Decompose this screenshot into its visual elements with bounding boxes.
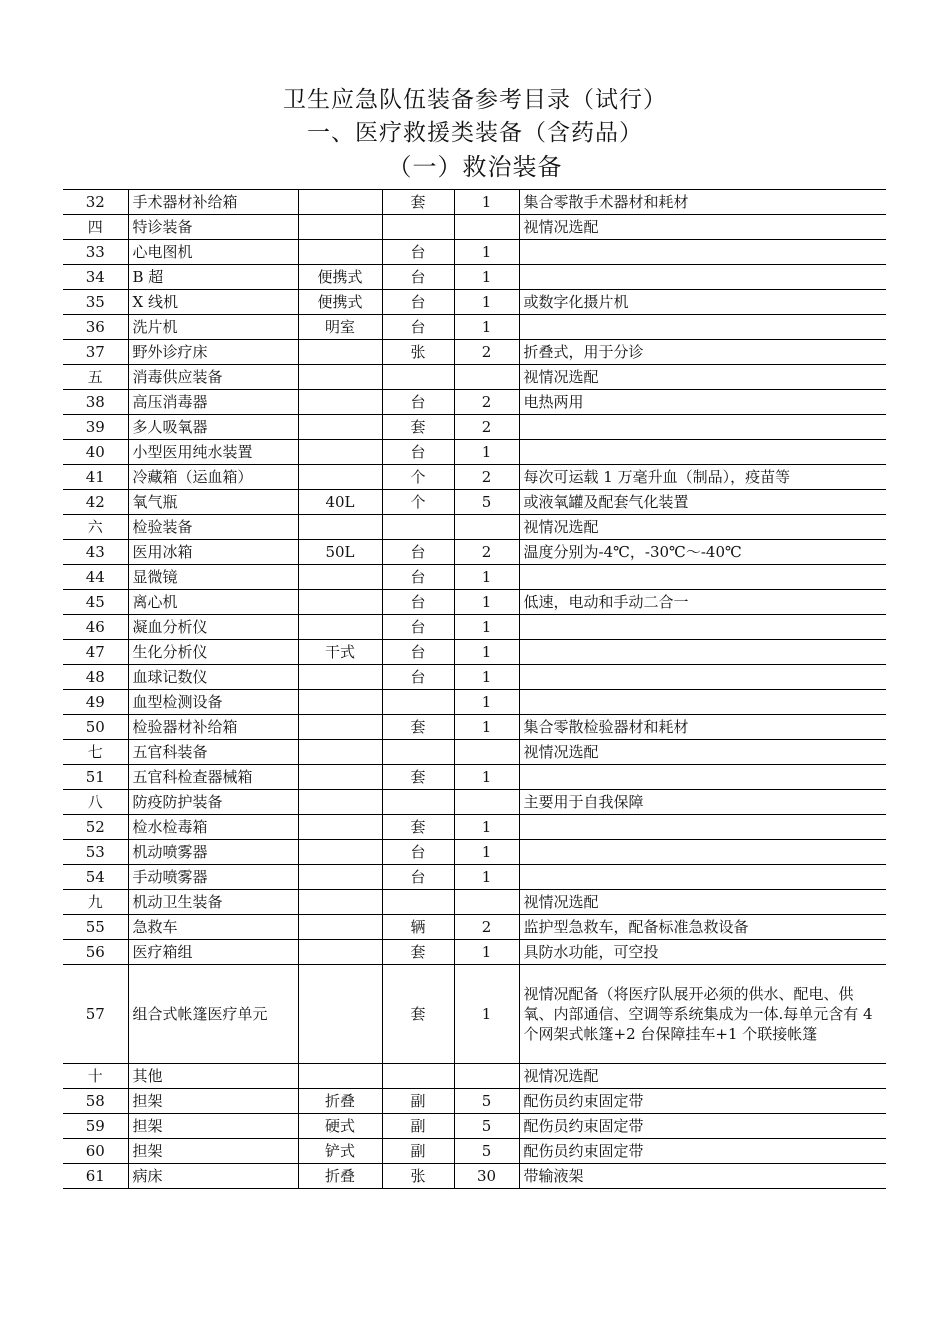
item-name-cell: 其他 [128,1064,298,1089]
item-number-cell: 四 [63,215,128,240]
table-row [63,490,886,515]
item-quantity-cell: 1 [454,265,519,290]
item-note-cell [519,440,886,465]
item-name-cell: 消毒供应装备 [128,365,298,390]
item-unit-cell: 套 [382,940,454,965]
item-quantity-cell: 1 [454,240,519,265]
table-row [63,315,886,340]
item-spec-cell: 便携式 [298,265,382,290]
item-spec-cell: 40L [298,490,382,515]
item-name-cell: 手动喷雾器 [128,865,298,890]
item-number-cell: 39 [63,415,128,440]
item-number-cell: 59 [63,1114,128,1139]
item-number-cell: 51 [63,765,128,790]
item-note-cell [519,840,886,865]
item-number-cell: 34 [63,265,128,290]
item-name-cell: 心电图机 [128,240,298,265]
item-quantity-cell [454,790,519,815]
subsection-title: （一）救治装备 [387,153,563,181]
item-name-cell: 多人吸氧器 [128,415,298,440]
item-spec-cell: 折叠 [298,1164,382,1189]
item-unit-cell: 台 [382,565,454,590]
item-quantity-cell: 5 [454,1139,519,1164]
table-row [63,590,886,615]
item-quantity-cell: 2 [454,540,519,565]
item-quantity-cell [454,215,519,240]
item-number-cell: 42 [63,490,128,515]
item-number-cell: 46 [63,615,128,640]
item-note-cell: 视情况选配 [519,365,886,390]
item-number-cell: 47 [63,640,128,665]
table-row [63,465,886,490]
item-unit-cell: 台 [382,590,454,615]
item-unit-cell: 台 [382,840,454,865]
item-quantity-cell: 1 [454,665,519,690]
item-unit-cell: 套 [382,815,454,840]
item-spec-cell [298,190,382,215]
item-quantity-cell [454,740,519,765]
table-row [63,440,886,465]
item-name-cell: 担架 [128,1114,298,1139]
item-name-cell: 氧气瓶 [128,490,298,515]
item-quantity-cell: 1 [454,315,519,340]
item-number-cell: 45 [63,590,128,615]
item-name-cell: 小型医用纯水装置 [128,440,298,465]
item-quantity-cell: 1 [454,840,519,865]
item-quantity-cell: 1 [454,565,519,590]
item-number-cell: 八 [63,790,128,815]
item-number-cell: 十 [63,1064,128,1089]
item-unit-cell: 副 [382,1089,454,1114]
item-quantity-cell: 30 [454,1164,519,1189]
item-note-cell: 或液氧罐及配套气化装置 [519,490,886,515]
table-row [63,265,886,290]
table-row [63,740,886,765]
item-quantity-cell [454,890,519,915]
item-spec-cell [298,565,382,590]
document-title: 卫生应急队伍装备参考目录（试行） [283,87,667,113]
item-number-cell: 38 [63,390,128,415]
item-spec-cell [298,515,382,540]
table-row [63,640,886,665]
item-quantity-cell: 1 [454,690,519,715]
item-unit-cell [382,215,454,240]
item-number-cell: 58 [63,1089,128,1114]
item-spec-cell [298,740,382,765]
item-spec-cell: 硬式 [298,1114,382,1139]
item-number-cell: 九 [63,890,128,915]
item-note-cell [519,665,886,690]
item-name-cell: 野外诊疗床 [128,340,298,365]
item-unit-cell [382,790,454,815]
item-spec-cell [298,440,382,465]
item-unit-cell: 个 [382,465,454,490]
item-quantity-cell [454,1064,519,1089]
item-quantity-cell: 1 [454,640,519,665]
item-number-cell: 56 [63,940,128,965]
item-number-cell: 37 [63,340,128,365]
item-quantity-cell: 5 [454,1114,519,1139]
item-number-cell: 50 [63,715,128,740]
item-note-cell [519,615,886,640]
item-spec-cell [298,715,382,740]
item-note-cell [519,765,886,790]
item-quantity-cell: 1 [454,190,519,215]
item-note-cell: 配伤员约束固定带 [519,1089,886,1114]
item-unit-cell: 套 [382,415,454,440]
item-name-cell: 生化分析仪 [128,640,298,665]
table-row [63,1139,886,1164]
table-row [63,1164,886,1189]
table-row [63,715,886,740]
item-number-cell: 41 [63,465,128,490]
item-quantity-cell: 1 [454,865,519,890]
table-row [63,240,886,265]
item-number-cell: 57 [63,965,128,1064]
item-note-cell [519,315,886,340]
item-spec-cell: 折叠 [298,1089,382,1114]
item-note-cell [519,415,886,440]
item-note-cell: 集合零散手术器材和耗材 [519,190,886,215]
item-number-cell: 43 [63,540,128,565]
item-quantity-cell [454,515,519,540]
item-spec-cell: 便携式 [298,290,382,315]
item-note-cell: 具防水功能，可空投 [519,940,886,965]
item-name-cell: 血球记数仪 [128,665,298,690]
item-name-cell: 医疗箱组 [128,940,298,965]
item-note-cell: 每次可运载 1 万毫升血（制品），疫苗等 [519,465,886,490]
item-spec-cell [298,390,382,415]
item-unit-cell [382,365,454,390]
item-quantity-cell: 1 [454,590,519,615]
item-name-cell: 急救车 [128,915,298,940]
item-note-cell: 视情况选配 [519,215,886,240]
item-note-cell: 配伤员约束固定带 [519,1114,886,1139]
item-note-cell [519,565,886,590]
item-note-cell: 配伤员约束固定带 [519,1139,886,1164]
item-name-cell: 手术器材补给箱 [128,190,298,215]
item-name-cell: 担架 [128,1139,298,1164]
table-row [63,1114,886,1139]
item-unit-cell: 台 [382,665,454,690]
item-spec-cell [298,240,382,265]
item-quantity-cell: 2 [454,390,519,415]
item-spec-cell [298,1064,382,1089]
table-row [63,615,886,640]
item-number-cell: 七 [63,740,128,765]
table-row [63,290,886,315]
item-quantity-cell: 2 [454,340,519,365]
item-quantity-cell: 1 [454,965,519,1064]
table-row [63,540,886,565]
item-note-cell: 视情况选配 [519,515,886,540]
table-row [63,340,886,365]
item-unit-cell: 台 [382,615,454,640]
item-spec-cell [298,965,382,1064]
item-unit-cell [382,515,454,540]
table-row [63,690,886,715]
item-unit-cell: 副 [382,1114,454,1139]
table-row [63,190,886,215]
item-spec-cell: 干式 [298,640,382,665]
item-spec-cell [298,790,382,815]
item-quantity-cell: 1 [454,940,519,965]
item-unit-cell: 台 [382,865,454,890]
item-number-cell: 32 [63,190,128,215]
table-row [63,665,886,690]
item-quantity-cell: 1 [454,815,519,840]
item-number-cell: 52 [63,815,128,840]
item-quantity-cell: 2 [454,915,519,940]
item-spec-cell [298,690,382,715]
table-row [63,1064,886,1089]
item-number-cell: 55 [63,915,128,940]
item-name-cell: 五官科装备 [128,740,298,765]
item-spec-cell [298,465,382,490]
table-row [63,390,886,415]
item-unit-cell: 个 [382,490,454,515]
item-note-cell: 电热两用 [519,390,886,415]
item-number-cell: 44 [63,565,128,590]
item-number-cell: 48 [63,665,128,690]
item-name-cell: 高压消毒器 [128,390,298,415]
item-spec-cell [298,890,382,915]
item-quantity-cell: 5 [454,490,519,515]
item-name-cell: 凝血分析仪 [128,615,298,640]
item-note-cell: 或数字化摄片机 [519,290,886,315]
item-number-cell: 53 [63,840,128,865]
item-quantity-cell: 1 [454,715,519,740]
section-title: 一、医疗救援类装备（含药品） [307,120,643,146]
item-unit-cell [382,1064,454,1089]
item-spec-cell [298,765,382,790]
table-row [63,565,886,590]
item-note-cell: 视情况选配 [519,1064,886,1089]
item-spec-cell [298,615,382,640]
item-spec-cell: 明室 [298,315,382,340]
item-unit-cell: 套 [382,765,454,790]
item-spec-cell [298,415,382,440]
item-note-cell [519,865,886,890]
item-note-cell: 低速，电动和手动二合一 [519,590,886,615]
item-spec-cell [298,365,382,390]
table-row [63,515,886,540]
item-note-cell [519,815,886,840]
item-note-cell [519,690,886,715]
item-unit-cell [382,890,454,915]
item-spec-cell [298,665,382,690]
item-note-cell: 视情况配备（将医疗队展开必须的供水、配电、供氧、内部通信、空调等系统集成为一体.每单元含有 4 个网架式帐篷+2 台保障挂车+1 个联接帐篷 [519,965,886,1064]
item-spec-cell [298,865,382,890]
item-spec-cell [298,590,382,615]
table-row [63,215,886,240]
item-spec-cell [298,840,382,865]
item-number-cell: 33 [63,240,128,265]
item-quantity-cell: 1 [454,290,519,315]
item-number-cell: 36 [63,315,128,340]
item-name-cell: B 超 [128,265,298,290]
item-name-cell: 洗片机 [128,315,298,340]
table-row [63,365,886,390]
table-row [63,1089,886,1114]
table-row [63,890,886,915]
item-number-cell: 35 [63,290,128,315]
table-row [63,765,886,790]
table-row [63,840,886,865]
item-name-cell: 检验装备 [128,515,298,540]
item-spec-cell [298,940,382,965]
item-unit-cell: 台 [382,640,454,665]
item-note-cell: 监护型急救车，配备标准急救设备 [519,915,886,940]
item-unit-cell [382,690,454,715]
item-name-cell: 冷藏箱（运血箱） [128,465,298,490]
item-unit-cell: 张 [382,1164,454,1189]
item-name-cell: 医用冰箱 [128,540,298,565]
item-unit-cell: 台 [382,315,454,340]
item-spec-cell [298,215,382,240]
table-row [63,815,886,840]
item-unit-cell [382,740,454,765]
item-spec-cell [298,340,382,365]
item-number-cell: 60 [63,1139,128,1164]
item-note-cell [519,265,886,290]
item-note-cell [519,240,886,265]
item-unit-cell: 台 [382,290,454,315]
table-row [63,415,886,440]
item-name-cell: 显微镜 [128,565,298,590]
table-row [63,865,886,890]
item-quantity-cell: 1 [454,765,519,790]
table-row [63,915,886,940]
item-name-cell: 离心机 [128,590,298,615]
item-name-cell: 检水检毒箱 [128,815,298,840]
item-note-cell: 视情况选配 [519,890,886,915]
item-note-cell: 折叠式，用于分诊 [519,340,886,365]
table-row [63,940,886,965]
document-header [0,84,950,184]
item-spec-cell [298,815,382,840]
item-name-cell: 五官科检查器械箱 [128,765,298,790]
item-number-cell: 49 [63,690,128,715]
item-unit-cell: 套 [382,715,454,740]
item-number-cell: 六 [63,515,128,540]
item-quantity-cell: 2 [454,465,519,490]
item-name-cell: 组合式帐篷医疗单元 [128,965,298,1064]
item-quantity-cell [454,365,519,390]
item-note-cell: 集合零散检验器材和耗材 [519,715,886,740]
item-note-cell: 主要用于自我保障 [519,790,886,815]
item-unit-cell: 张 [382,340,454,365]
item-name-cell: 血型检测设备 [128,690,298,715]
item-quantity-cell: 5 [454,1089,519,1114]
item-name-cell: 机动喷雾器 [128,840,298,865]
equipment-table-body [63,190,886,1189]
item-number-cell: 54 [63,865,128,890]
item-unit-cell: 套 [382,965,454,1064]
item-name-cell: 防疫防护装备 [128,790,298,815]
item-name-cell: 特诊装备 [128,215,298,240]
item-note-cell: 温度分别为-4℃，-30℃～-40℃ [519,540,886,565]
item-unit-cell: 辆 [382,915,454,940]
item-unit-cell: 台 [382,540,454,565]
item-unit-cell: 台 [382,240,454,265]
table-row [63,790,886,815]
item-spec-cell [298,915,382,940]
item-number-cell: 五 [63,365,128,390]
item-name-cell: 病床 [128,1164,298,1189]
item-name-cell: 检验器材补给箱 [128,715,298,740]
item-quantity-cell: 1 [454,615,519,640]
item-unit-cell: 副 [382,1139,454,1164]
item-number-cell: 40 [63,440,128,465]
item-quantity-cell: 1 [454,440,519,465]
item-name-cell: X 线机 [128,290,298,315]
item-note-cell: 视情况选配 [519,740,886,765]
item-unit-cell: 台 [382,390,454,415]
item-unit-cell: 台 [382,440,454,465]
item-spec-cell: 50L [298,540,382,565]
item-note-cell: 带输液架 [519,1164,886,1189]
item-unit-cell: 套 [382,190,454,215]
item-unit-cell: 台 [382,265,454,290]
item-name-cell: 担架 [128,1089,298,1114]
table-row [63,965,886,1064]
item-quantity-cell: 2 [454,415,519,440]
item-number-cell: 61 [63,1164,128,1189]
item-spec-cell: 铲式 [298,1139,382,1164]
item-note-cell [519,640,886,665]
equipment-table [63,189,886,1189]
item-name-cell: 机动卫生装备 [128,890,298,915]
